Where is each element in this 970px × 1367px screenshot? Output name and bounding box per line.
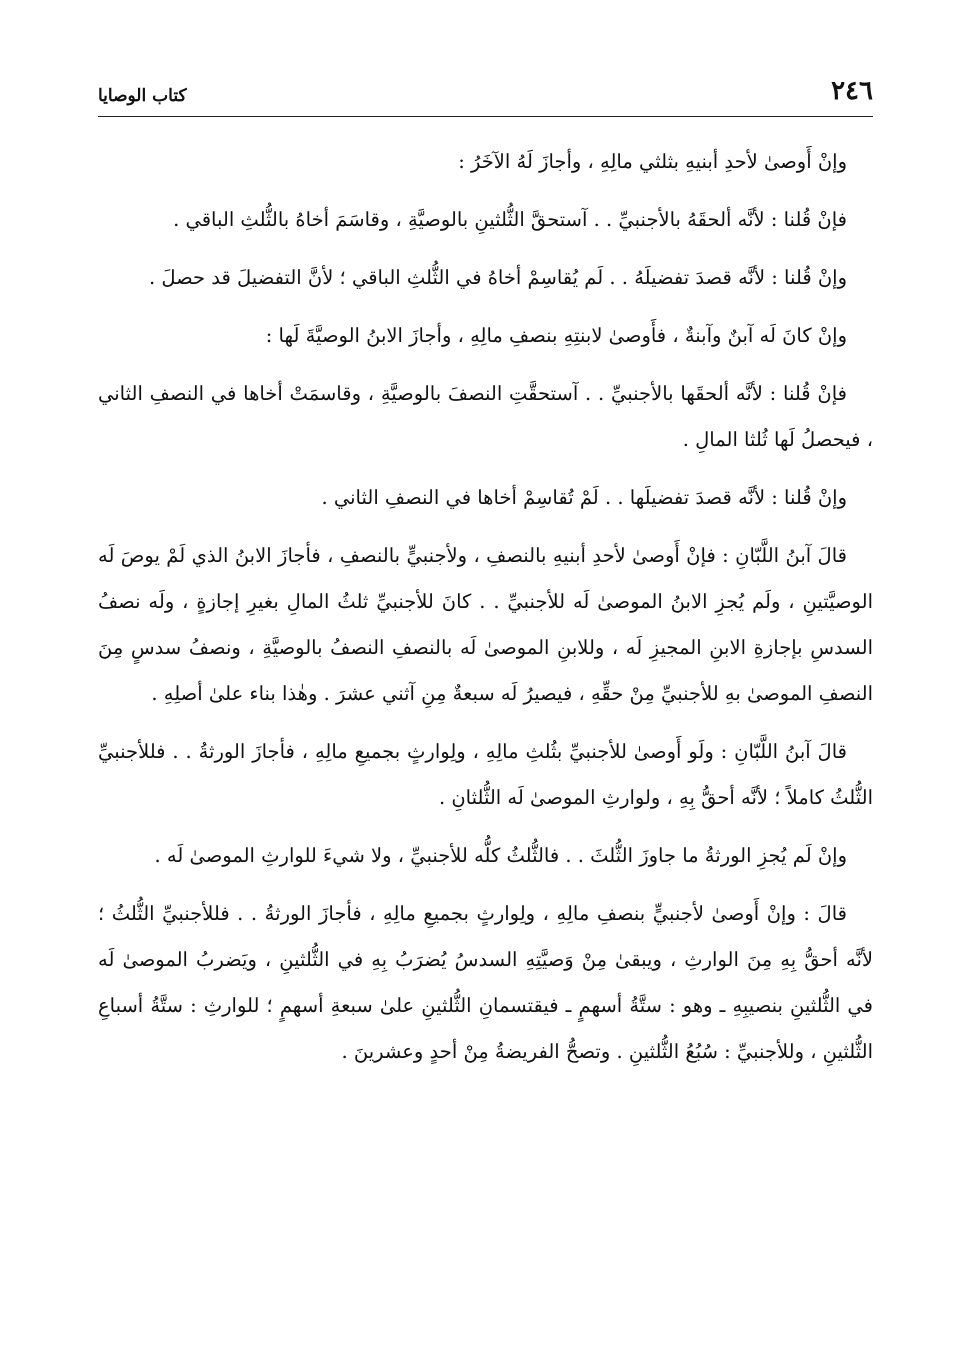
- paragraph: قالَ : وإنْ أَوصىٰ لأجنبيٍّ بنصفِ مالِهِ ، ولِوارثٍ بجميعِ مالِهِ ، فأجازَ الورثةُ . . فللأجنبيِّ الثُّلثُ ؛ لأنَّه أحقُّ بِهِ مِنَ الوارثِ ، ويبقىٰ مِنْ وَصيَّتِهِ السدسُ يُضرَبُ بِهِ في الثُّلثينِ ، ويَضربُ الموصىٰ لَه في الثُّلثينِ بنصيبِهِ ـ وهو : ستَّةُ أسهمٍ ـ فيقتسمانِ الثُّلثينِ علىٰ سبعةِ أسهمٍ ؛ للوارثِ : ستَّةُ أسباعِ الثُّلثينِ ، وللأجنبيِّ : سُبُعُ الثُّلثينِ . وتصحُّ الفريضةُ مِنْ أحدٍ وعشرينَ .: [98, 902, 873, 1063]
- book-title: كتاب الوصايا: [98, 86, 187, 106]
- body-text: [98, 139, 873, 1075]
- paragraph: وإنْ قُلنا : لأنَّه قصدَ تفضيلَها . . لَمْ تُقاسِمْ أخاها في النصفِ الثاني .: [321, 486, 847, 509]
- paragraph: وإنْ قُلنا : لأنَّه قصدَ تفضيلَهُ . . لَم يُقاسِمْ أخاهُ في الثُّلثِ الباقي ؛ لأنَّ التفضيلَ قد حصلَ .: [148, 266, 847, 289]
- paragraph: قالَ آبنُ اللَّبّانِ : ولَو أَوصىٰ للأجنبيِّ بثُلثِ مالِهِ ، ولِوارثٍ بجميعِ مالِهِ ، فأجازَ الورثةُ . . فللأجنبيِّ الثُّلثُ كاملاً ؛ لأنَّه أحقُّ بِهِ ، ولوارثِ الموصىٰ لَه الثُّلثانِ .: [98, 740, 873, 809]
- paragraph: وإنْ لَم يُجزِ الورثةُ ما جاوزَ الثُّلثَ . . فالثُّلثُ كلُّه للأجنبيِّ ، ولا شيءَ للوارثِ الموصىٰ لَه .: [154, 844, 847, 867]
- page-number: ٢٤٦: [831, 76, 873, 106]
- paragraph: وإنْ أَوصىٰ لأحدِ أبنيهِ بثلثي مالِهِ ، وأجازَ لَهُ الآخَرُ :: [458, 150, 847, 173]
- running-header: [98, 74, 873, 117]
- paragraph: فإنْ قُلنا : لأنَّه ألحقَها بالأجنبيِّ . . آستحقَّتِ النصفَ بالوصيَّةِ ، وقاسمَتْ أخاها في النصفِ الثاني ، فيحصلُ لَها ثُلثا المالِ .: [98, 382, 873, 451]
- book-page: [98, 74, 873, 1314]
- paragraph: قالَ آبنُ اللَّبّانِ : فإنْ أَوصىٰ لأحدِ أبنيهِ بالنصفِ ، ولأجنبيٍّ بالنصفِ ، فأجازَ الابنُ الذي لَمْ يوصَ لَه الوصيَّتينِ ، ولَم يُجزِ الابنُ الموصىٰ لَه للأجنبيِّ . . كانَ للأجنبيِّ ثلثُ المالِ بغيرِ إجازةٍ ، ولَه نصفُ السدسِ بإجازةِ الابنِ المجيزِ لَه ، وللابنِ الموصىٰ لَه بالنصفِ النصفُ بالوصيَّةِ ، ونصفُ سدسٍ مِنَ النصفِ الموصىٰ بهِ للأجنبيِّ مِنْ حقِّهِ ، فيصيرُ لَه سبعةٌ مِنِ آثني عشرَ . وهٰذا بناء علىٰ أصلِهِ .: [98, 544, 873, 705]
- paragraph: وإنْ كانَ لَه آبنٌ وآبنةٌ ، فأَوصىٰ لابنتِهِ بنصفِ مالِهِ ، وأجازَ الابنُ الوصيَّةَ لَها :: [265, 324, 847, 347]
- paragraph: فإنْ قُلنا : لأنَّه ألحقَهُ بالأجنبيِّ . . آستحقَّ الثُّلثينِ بالوصيَّةِ ، وقاسَمَ أخاهُ بالثُّلثِ الباقي .: [173, 208, 847, 231]
